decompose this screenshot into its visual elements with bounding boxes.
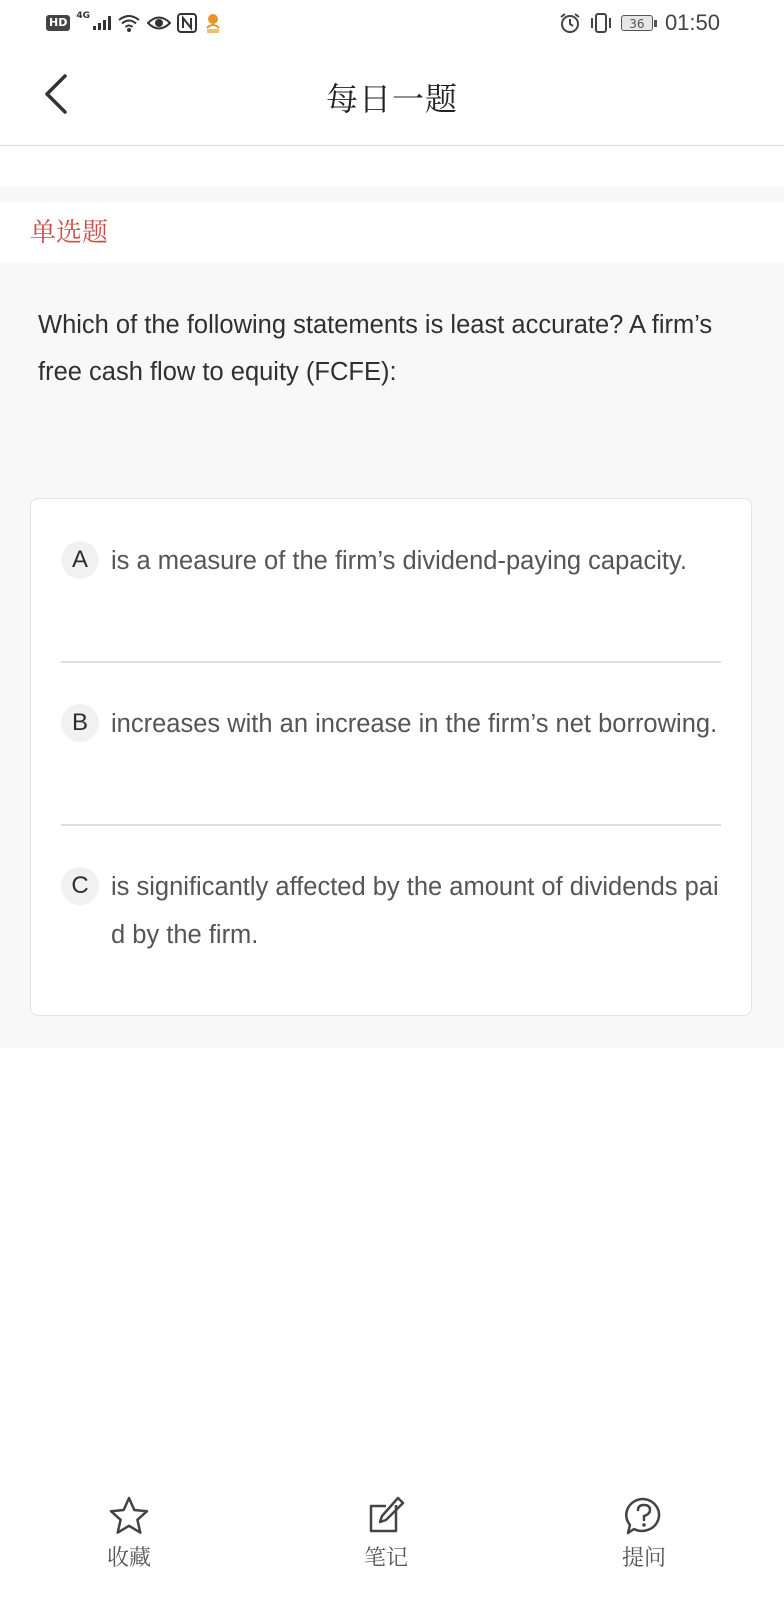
question-text: Which of the following statements is least accurate? A firm’s free cash flow to equity (FCFE): (38, 311, 713, 386)
eye-icon (147, 14, 171, 32)
option-text: increases with an increase in the firm’s net borrowing. (111, 710, 718, 738)
app-notification-icon (203, 12, 223, 34)
bottom-toolbar (0, 1495, 784, 1600)
option-letter: C (61, 867, 99, 905)
alarm-icon (559, 12, 581, 34)
vibrate-icon (589, 12, 613, 34)
ask-label: 提问 (621, 1546, 666, 1571)
clock: 01:50 (664, 10, 720, 35)
option-letter: A (61, 541, 99, 579)
wifi-icon (117, 13, 141, 33)
option-letter: B (61, 704, 99, 742)
battery-level: 36 (621, 15, 653, 31)
favorite-label: 收藏 (106, 1546, 151, 1571)
notes-button[interactable] (326, 1495, 446, 1572)
page-title: 每日一题 (325, 80, 458, 118)
nfc-icon (177, 13, 197, 33)
question-bubble-icon (622, 1495, 666, 1537)
option-divider (61, 824, 721, 826)
star-icon (107, 1495, 151, 1537)
option-text: is a measure of the firm’s dividend-paying capacity. (111, 547, 687, 575)
network-type: 4G (76, 11, 90, 21)
signal-icon (93, 16, 111, 30)
status-right-icons (559, 10, 720, 36)
app-header (0, 46, 784, 146)
section-divider-band (0, 186, 784, 202)
option-text: is significantly affected by the amount of dividends paid by the firm. (111, 873, 719, 949)
options-card (30, 498, 752, 1016)
edit-note-icon (364, 1495, 408, 1537)
question-type-label: 单选题 (30, 218, 109, 248)
status-bar (0, 0, 784, 46)
battery-indicator (621, 15, 657, 31)
hd-badge: HD (46, 15, 70, 31)
ask-question-button[interactable] (584, 1495, 704, 1572)
status-left-icons (46, 10, 223, 36)
notes-label: 笔记 (363, 1546, 408, 1571)
favorite-button[interactable] (69, 1495, 189, 1572)
option-divider (61, 661, 721, 663)
